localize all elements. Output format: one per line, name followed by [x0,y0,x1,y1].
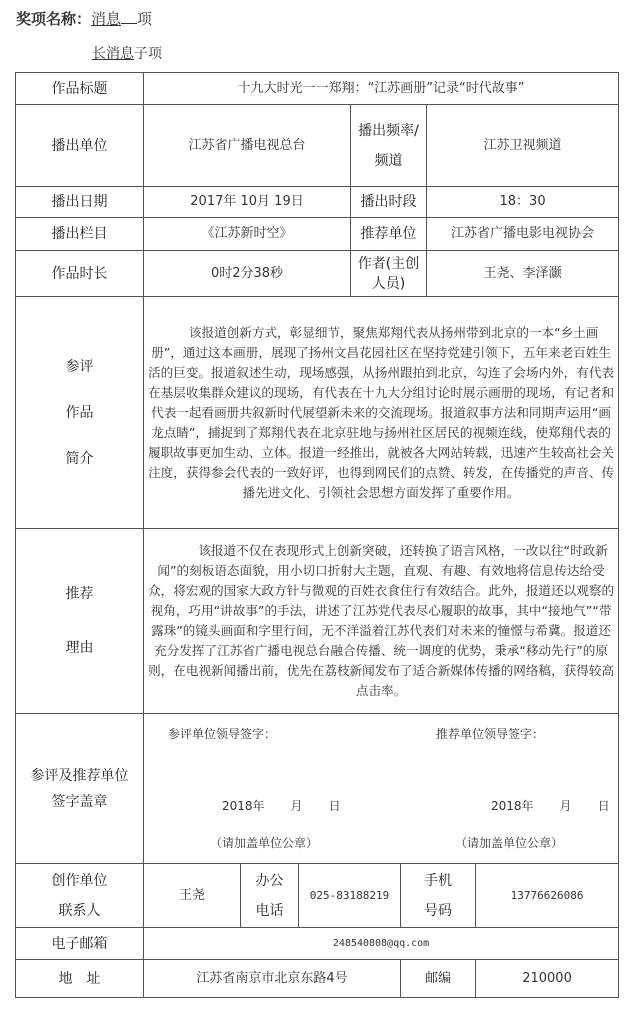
address-label: 地 址 [16,960,144,998]
office-phone-label [241,864,299,928]
award-name-label: 奖项名称： [16,10,92,28]
author-value: 王尧、李泽灏 [427,251,619,297]
reason-row [16,529,619,714]
reason-text: 该报道不仅在表现形式上创新突破，还转换了语言风格，一改以往“时政新闻”的刻板语态面貌，用小切口折射大主题，直观、有趣、有效地将信息传达给受众，将宏观的国家大政方针与微观的百姓衣食住行有效结合。此外，报道还以观察的视角，巧用“讲故事”的手法，讲述了江苏党代表尽心履职的故事，其中“接地气”“带露珠”的镜头画面和字里行间，无不洋溢着江苏代表们对未来的憧憬与希冀。报道还充分发挥了江苏省广播电视总台融合传播、统一调度的优势，秉承“移动先行”的原则，在电视新闻播出前，优先在荔枝新闻发布了适合新媒体传播的网络稿，获得较高点击率。 [144,529,619,714]
award-form-table [15,72,619,998]
recommender-label: 推荐单位 [351,218,427,251]
email-value: 248540808@qq.com [144,928,619,960]
office-phone-label-line1: 办公 [255,872,284,889]
award-name-value: 消息 [91,10,122,28]
email-row [16,928,619,960]
reason-label-line1: 推荐 [65,586,94,602]
title-value: 十九大时光一一郑翔：“江苏画册”记录“时代故事” [144,73,619,105]
office-phone-label-line2: 电话 [255,902,284,919]
mobile-label [401,864,476,928]
summary-label-line1: 参评 [65,358,94,375]
summary-label [16,297,144,529]
mobile-value: 13776626086 [476,864,619,928]
frequency-label-line2: 频道 [374,152,403,169]
column-row [16,218,619,251]
sign-label [16,714,144,864]
column-value: 《江苏新时空》 [144,218,351,251]
contact-row [16,864,619,928]
sign-right-stamp: （请加盖单位公章） [455,836,564,850]
sub-item-line [92,43,162,63]
reason-label-line2: 理由 [65,640,94,656]
reason-label [16,529,144,714]
office-phone-value: 025-83188219 [299,864,401,928]
sign-right-date [491,796,610,816]
postcode-value: 210000 [476,960,619,998]
sign-area [144,714,619,864]
column-label: 播出栏目 [16,218,144,251]
sub-item-value: 长消息 [92,46,134,62]
time-label: 播出时段 [351,187,427,218]
email-label: 电子邮箱 [16,928,144,960]
sign-row [16,714,619,864]
summary-label-line2: 作品 [65,404,94,421]
sub-item-suffix: 子项 [134,46,162,62]
duration-label: 作品时长 [16,251,144,297]
duration-row [16,251,619,297]
postcode-label: 邮编 [401,960,476,998]
sign-left-date [222,796,341,816]
sign-label-line2: 签字盖章 [51,793,108,810]
title-label: 作品标题 [16,73,144,105]
contact-value: 王尧 [144,864,241,928]
contact-label [16,864,144,928]
award-name-line [16,8,152,29]
broadcaster-row [16,105,619,187]
date-label: 播出日期 [16,187,144,218]
sign-left-stamp: （请加盖单位公章） [210,836,319,850]
sign-left-title: 参评单位领导签字： [168,727,277,741]
frequency-value: 江苏卫视频道 [427,105,619,187]
summary-text: 该报道创新方式，彰显细节，聚焦郑翔代表从扬州带到北京的一本“乡土画册”，通过这本画册，展现了扬州文昌花园社区在坚持党建引领下，五年来老百姓生活的巨变。报道叙述生动，现场感强，从扬州跟拍到北京，勾连了会场内外，有代表在基层收集群众建议的现场，有代表在十九大分组讨论时展示画册的现场，有记者和代表一起看画册共叙新时代展望新未来的交流现场。报道叙事方法和同期声运用“画龙点睛”，捕捉到了郑翔代表在北京驻地与扬州社区居民的视频连线，使郑翔代表的履职故事更加生动、立体。报道一经推出，就被各大网站转载，迅速产生较高社会关注度，获得参会代表的一致好评，也得到网民们的点赞、转发，在传播党的声音、传播先进文化、引领社会思想方面发挥了重要作用。 [144,297,619,529]
duration-value: 0时2分38秒 [144,251,351,297]
broadcaster-value: 江苏省广播电视总台 [144,105,351,187]
sign-right-year: 2018年 [491,799,534,813]
contact-label-line1: 创作单位 [51,872,108,889]
sign-left-day: 日 [328,799,341,813]
date-value: 2017年 10月 19日 [144,187,351,218]
award-name-suffix: 项 [137,10,153,28]
sign-label-line1: 参评及推荐单位 [30,767,129,784]
frequency-label [351,105,427,187]
summary-label-line3: 简介 [65,450,94,467]
frequency-label-line1: 播出频率/ [358,122,419,139]
author-label-line1: 作者(主创 [357,255,420,272]
author-label-line2: 人员) [371,275,406,292]
address-row [16,960,619,998]
mobile-label-line2: 号码 [424,902,452,919]
contact-label-line2: 联系人 [58,902,101,919]
sign-right-title: 推荐单位领导签字： [436,727,545,741]
address-value: 江苏省南京市北京东路4号 [144,960,401,998]
sign-right-month: 月 [559,799,572,813]
author-label [351,251,427,297]
summary-row [16,297,619,529]
sign-right-day: 日 [597,799,610,813]
title-row [16,73,619,105]
time-value: 18：30 [427,187,619,218]
sign-left-month: 月 [290,799,303,813]
mobile-label-line1: 手机 [424,872,452,889]
date-row [16,187,619,218]
sign-left-year: 2018年 [222,799,265,813]
recommender-value: 江苏省广播电影电视协会 [427,218,619,251]
broadcaster-label: 播出单位 [16,105,144,187]
